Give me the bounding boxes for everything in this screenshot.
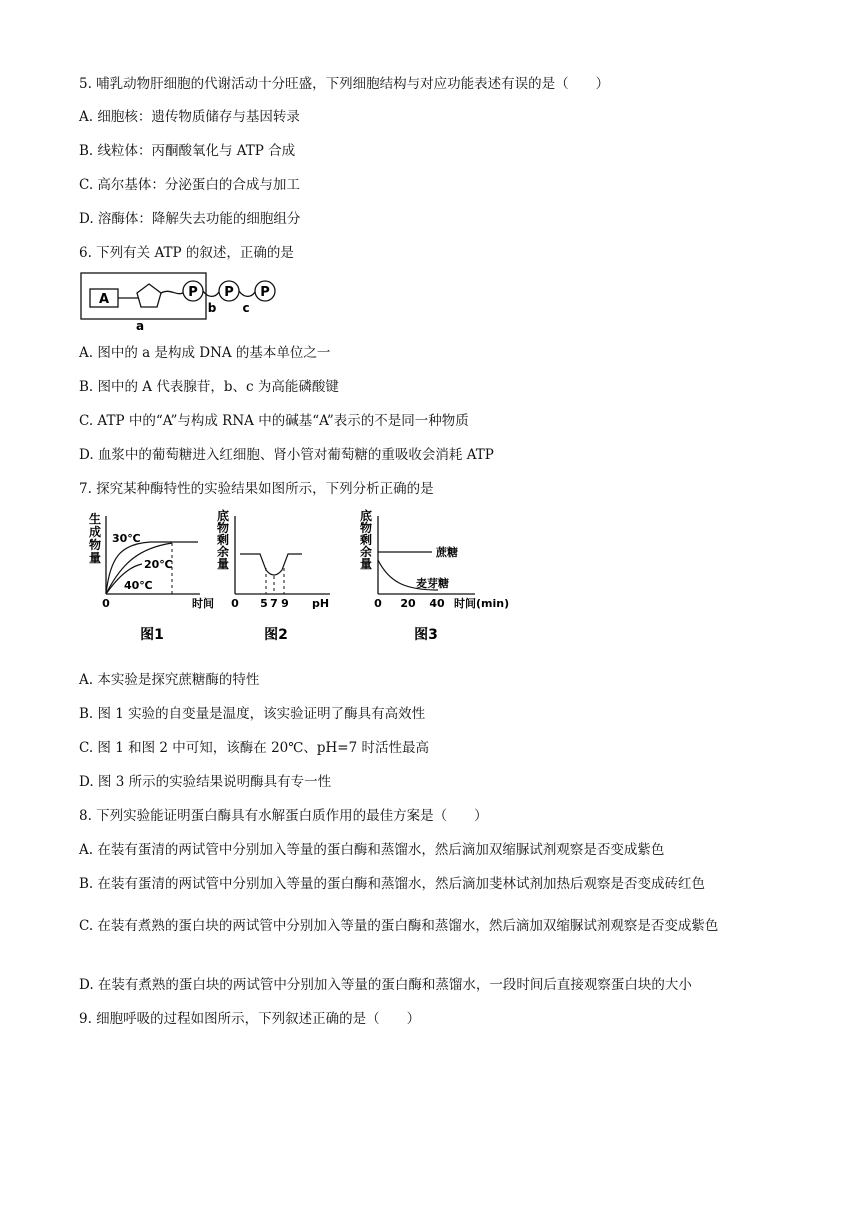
svg-text:量: 量 <box>216 557 230 571</box>
q6-option-c: C. ATP 中的“A”与构成 RNA 中的碱基“A”表示的不是同一种物质 <box>79 413 469 429</box>
q5-option-a: A. 细胞核：遗传物质储存与基因转录 <box>79 109 300 125</box>
svg-text:麦芽糖: 麦芽糖 <box>416 577 449 590</box>
svg-text:量: 量 <box>88 551 102 565</box>
svg-text:时间(min): 时间(min) <box>454 597 510 610</box>
q8-option-c: C. 在装有煮熟的蛋白块的两试管中分别加入等量的蛋白酶和蒸馏水，然后滴加双缩脲试剂观察是否变成紫色 <box>79 918 719 934</box>
svg-text:蔗糖: 蔗糖 <box>436 546 458 559</box>
figure-1 <box>89 511 214 643</box>
svg-text:底: 底 <box>216 509 230 523</box>
svg-text:成: 成 <box>88 525 102 539</box>
q5-option-d: D. 溶酶体：降解失去功能的细胞组分 <box>79 211 301 227</box>
adenine-label: A <box>98 292 110 307</box>
q6-option-b: B. 图中的 A 代表腺苷，b、c 为高能磷酸键 <box>79 379 339 395</box>
enzyme-experiment-figures <box>80 508 520 650</box>
svg-text:底: 底 <box>359 509 373 523</box>
svg-text:P: P <box>260 285 270 300</box>
svg-text:时间: 时间 <box>192 597 214 610</box>
q9-stem: 9. 细胞呼吸的过程如图所示，下列叙述正确的是（ ） <box>79 1011 421 1027</box>
svg-text:40: 40 <box>429 597 445 610</box>
label-a: a <box>135 319 145 333</box>
svg-text:7: 7 <box>270 597 278 610</box>
svg-text:图3: 图3 <box>414 627 438 643</box>
svg-text:物: 物 <box>216 521 230 535</box>
svg-text:40℃: 40℃ <box>124 579 153 592</box>
svg-text:图2: 图2 <box>264 627 288 643</box>
q7-stem: 7. 探究某种酶特性的实验结果如图所示，下列分析正确的是 <box>79 481 434 497</box>
atp-structure-figure <box>80 272 290 336</box>
svg-text:pH: pH <box>312 597 330 610</box>
svg-text:0: 0 <box>102 597 110 610</box>
svg-text:0: 0 <box>374 597 382 610</box>
q8-stem: 8. 下列实验能证明蛋白酶具有水解蛋白质作用的最佳方案是（ ） <box>79 808 488 824</box>
label-c: c <box>242 301 250 315</box>
svg-text:P: P <box>224 285 234 300</box>
q7-option-a: A. 本实验是探究蔗糖酶的特性 <box>79 672 260 688</box>
q7-option-b: B. 图 1 实验的自变量是温度，该实验证明了酶具有高效性 <box>79 706 426 722</box>
svg-text:9: 9 <box>281 597 289 610</box>
q8-option-d: D. 在装有煮熟的蛋白块的两试管中分别加入等量的蛋白酶和蒸馏水，一段时间后直接观察蛋白块的大小 <box>79 977 692 993</box>
q5-option-b: B. 线粒体：丙酮酸氧化与 ATP 合成 <box>79 143 296 159</box>
svg-text:P: P <box>188 285 198 300</box>
q8-option-b: B. 在装有蛋清的两试管中分别加入等量的蛋白酶和蒸馏水，然后滴加斐林试剂加热后观察是否变成砖红色 <box>79 876 706 892</box>
q5-stem: 5. 哺乳动物肝细胞的代谢活动十分旺盛，下列细胞结构与对应功能表述有误的是（ ） <box>79 76 610 92</box>
q7-option-d: D. 图 3 所示的实验结果说明酶具有专一性 <box>79 774 332 790</box>
svg-text:量: 量 <box>359 557 373 571</box>
q6-stem: 6. 下列有关 ATP 的叙述，正确的是 <box>79 245 294 261</box>
q8-option-a: A. 在装有蛋清的两试管中分别加入等量的蛋白酶和蒸馏水，然后滴加双缩脲试剂观察是否变成紫色 <box>79 842 665 858</box>
svg-text:生: 生 <box>88 512 102 526</box>
ribose-pentagon <box>137 284 161 307</box>
svg-text:图1: 图1 <box>140 627 164 643</box>
svg-text:剩: 剩 <box>216 533 230 547</box>
q7-option-c: C. 图 1 和图 2 中可知，该酶在 20℃、pH=7 时活性最高 <box>79 740 429 756</box>
svg-text:剩: 剩 <box>359 533 373 547</box>
q5-option-c: C. 高尔基体：分泌蛋白的合成与加工 <box>79 177 300 193</box>
svg-text:30℃: 30℃ <box>112 532 141 545</box>
svg-text:余: 余 <box>359 545 373 559</box>
q6-option-a: A. 图中的 a 是构成 DNA 的基本单位之一 <box>79 345 331 361</box>
svg-text:物: 物 <box>359 521 373 535</box>
svg-text:物: 物 <box>88 538 102 552</box>
figure-2 <box>217 508 330 643</box>
svg-text:20℃: 20℃ <box>144 558 173 571</box>
svg-text:20: 20 <box>400 597 416 610</box>
fig2-curve <box>240 554 302 575</box>
q6-option-d: D. 血浆中的葡萄糖进入红细胞、肾小管对葡萄糖的重吸收会消耗 ATP <box>79 447 494 463</box>
svg-text:5: 5 <box>260 597 268 610</box>
figure-3 <box>360 508 509 643</box>
label-b: b <box>207 301 217 315</box>
svg-text:余: 余 <box>216 545 230 559</box>
svg-text:0: 0 <box>231 597 239 610</box>
